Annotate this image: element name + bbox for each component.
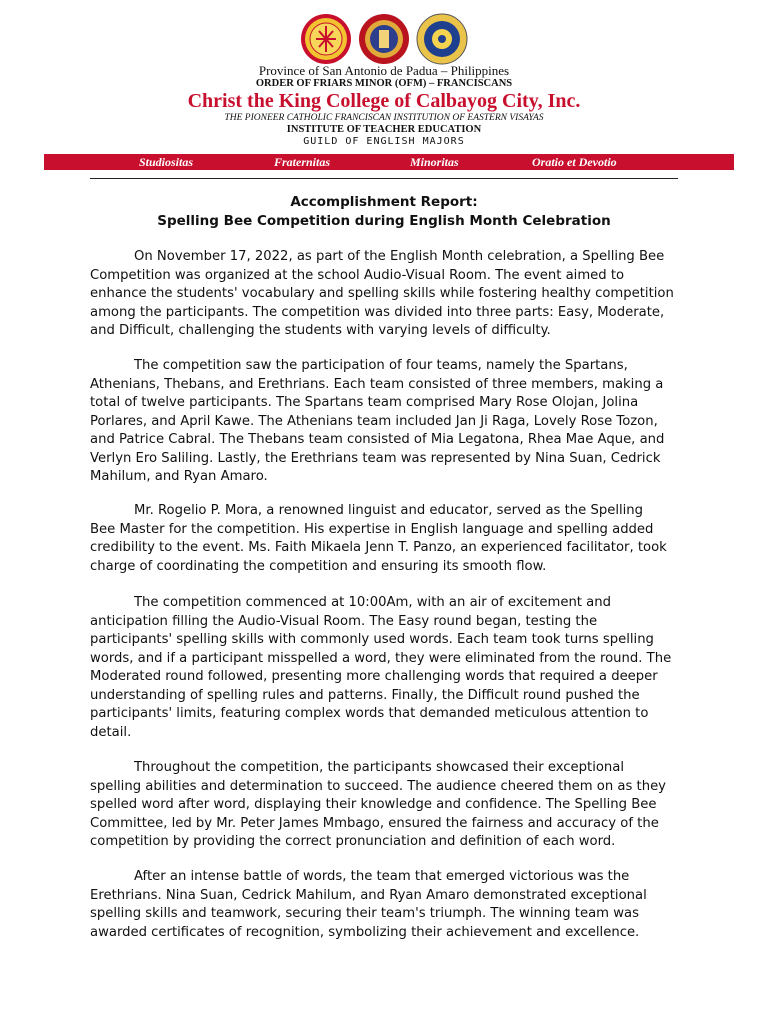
motto-band: [44, 154, 734, 170]
text-line: among the participants. The competition was divided into three parts: Easy, Moderate,: [90, 304, 665, 320]
text-line: Porlares, and April Kawe. The Athenians team included Jan Ji Raga, Lovely Rose Tozon,: [90, 413, 658, 429]
text-line: participants' limits, featuring complex words that demanded meticulous attention to: [90, 706, 649, 721]
order-line: ORDER OF FRIARS MINOR (OFM) – FRANCISCANS: [255, 78, 513, 89]
text-line: Moderated round followed, presenting more challenging words that required a deeper: [90, 669, 658, 684]
text-line: spelled word after word, displaying their knowledge and confidence. The Spelling Bee: [90, 797, 657, 812]
paragraph-3: [90, 502, 682, 576]
text-line: The competition commenced at 10:00Am, with an air of excitement and: [134, 595, 611, 610]
text-line: enhance the students' vocabulary and spelling skills while fostering healthy competition: [90, 286, 674, 301]
text-line: Athenians, Thebans, and Erethrians. Each team consisted of three members, making a: [90, 376, 664, 392]
province-line: Province of San Antonio de Padua – Philippines: [258, 63, 510, 78]
guild-line: GUILD OF ENGLISH MAJORS: [303, 136, 465, 147]
paragraph-1: [90, 248, 682, 341]
motto-oratio: Oratio et Devotio: [532, 155, 617, 169]
text-line: Competition was organized at the school Audio-Visual Room. The event aimed to: [90, 267, 625, 283]
text-line: The competition saw the participation of four teams, namely the Spartans,: [134, 358, 628, 373]
text-line: Verlyn Ero Saliling. Lastly, the Erethrians team was represented by Nina Suan, Cedrick: [90, 450, 661, 466]
text-line: spelling abilities and determination to succeed. The audience cheered them on as they: [90, 778, 666, 794]
text-line: Bee Master for the competition. His expertise in English language and spelling added: [90, 521, 654, 537]
motto-minoritas: Minoritas: [410, 155, 459, 169]
seal-logo-1: [299, 12, 353, 66]
motto-studiositas: Studiositas: [139, 155, 194, 169]
paragraph-6: [90, 868, 682, 942]
report-title: Accomplishment Report:: [290, 194, 478, 210]
text-line: credibility to the event. Ms. Faith Mikaela Jenn T. Panzo, an experienced facilitator, took: [90, 540, 667, 555]
pioneer-line: THE PIONEER CATHOLIC FRANCISCAN INSTITUTION OF EASTERN VISAYAS: [224, 113, 544, 123]
guild-logo: [415, 12, 469, 66]
report-subtitle: Spelling Bee Competition during English Month Celebration: [157, 213, 611, 229]
text-line: After an intense battle of words, the team that emerged victorious was the: [134, 869, 630, 884]
header-divider: [90, 178, 678, 179]
letterhead-logos: [0, 14, 768, 64]
text-line: anticipation filling the Audio-Visual Room. The Easy round began, testing the: [90, 613, 598, 629]
text-line: words, and if a participant misspelled a word, they were eliminated from the round. The: [90, 650, 672, 666]
text-line: understanding of spelling rules and patterns. Finally, the Difficult round pushed the: [90, 687, 640, 703]
text-line: On November 17, 2022, as part of the English Month celebration, a Spelling Bee: [134, 249, 665, 264]
text-line: Committee, led by Mr. Peter James Mmbago, ensured the fairness and accuracy of the: [90, 815, 659, 831]
paragraph-5: [90, 759, 682, 852]
text-line: charge of coordinating the competition and ensuring its smooth flow.: [90, 558, 547, 574]
text-line: detail.: [90, 724, 132, 740]
text-line: and Difficult, challenging the students with varying levels of difficulty.: [90, 323, 551, 338]
institute-line: INSTITUTE OF TEACHER EDUCATION: [286, 124, 482, 135]
text-line: competition by providing the correct pronunciation and definition of each word.: [90, 834, 616, 849]
text-line: spelling skills and teamwork, securing their team's triumph. The winning team was: [90, 906, 639, 921]
text-line: participants' spelling skills with commonly used words. Each team took turns spelling: [90, 632, 654, 647]
text-line: Erethrians. Nina Suan, Cedrick Mahilum, and Ryan Amaro demonstrated exceptional: [90, 887, 647, 903]
seal-logo-2: [357, 12, 411, 66]
college-name: Christ the King College of Calbayog City, Inc.: [187, 90, 581, 112]
text-line: Mr. Rogelio P. Mora, a renowned linguist and educator, served as the Spelling: [134, 503, 644, 518]
paragraph-4: [90, 594, 682, 742]
paragraph-2: [90, 357, 682, 487]
text-line: and Patrice Cabral. The Thebans team consisted of Mia Legatona, Rhea Mae Aque, and: [90, 432, 665, 447]
text-line: awarded certificates of recognition, symbolizing their achievement and excellence.: [90, 924, 640, 940]
text-line: Mahilum, and Ryan Amaro.: [90, 469, 268, 484]
text-line: total of twelve participants. The Spartans team comprised Mary Rose Olojan, Jolina: [90, 395, 639, 410]
motto-fraternitas: Fraternitas: [274, 155, 331, 169]
text-line: Throughout the competition, the participants showcased their exceptional: [134, 760, 625, 775]
